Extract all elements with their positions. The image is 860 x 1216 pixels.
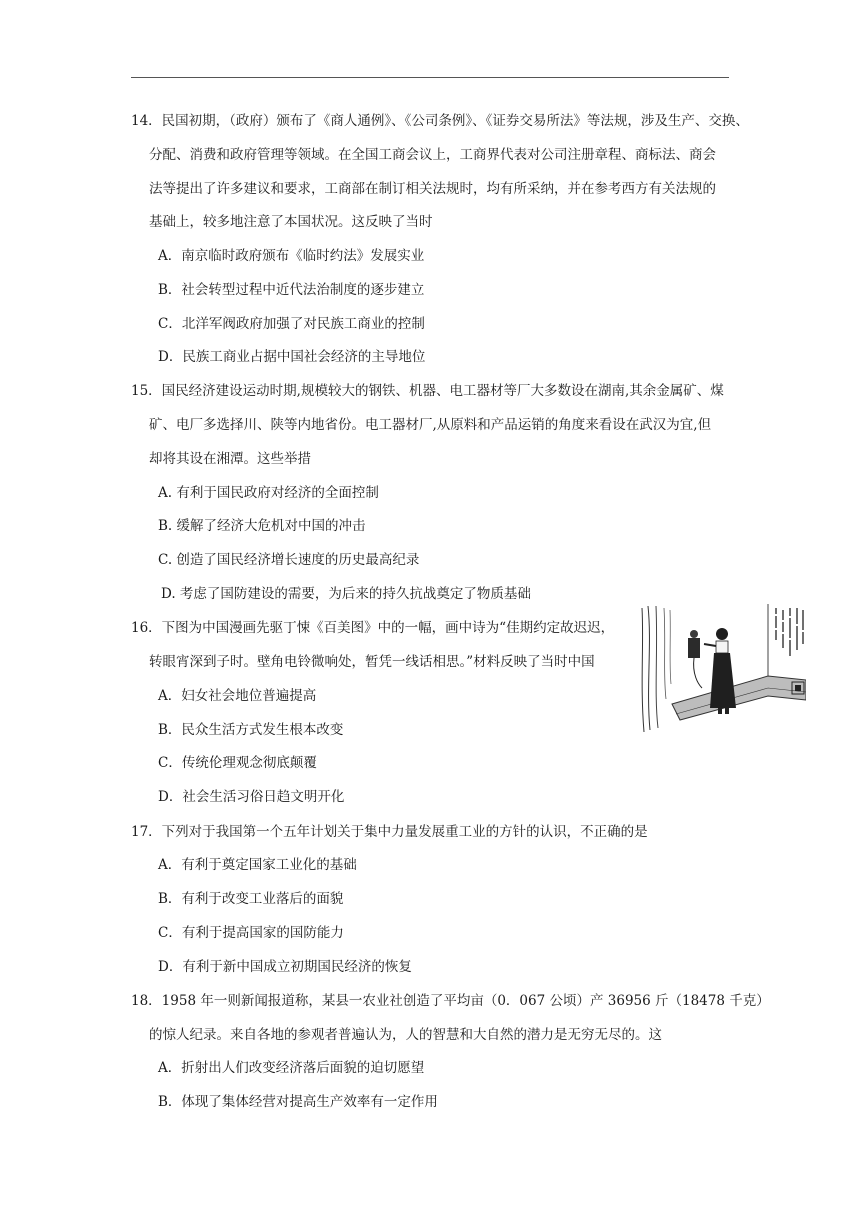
question-14-text: 法等提出了许多建议和要求，工商部在制订相关法规时，均有所采纳，并在参考西方有关法规的 [149,181,716,197]
cartoon-illustration [636,604,806,734]
question-17-option-c: C．有利于提高国家的国防能力 [158,925,344,941]
question-15-text: 矿、电厂多选择川、陕等内地省份。电工器材厂,从原料和产品运销的角度来看设在武汉为宜,但 [149,417,712,433]
question-17-option-b: B．有利于改变工业落后的面貌 [158,891,344,907]
question-16-text: 转眼宵深到子时。壁角电铃微响处，暂凭一线话相思。”材料反映了当时中国 [149,654,595,670]
question-18-text: 的惊人纪录。来自各地的参观者普遍认为，人的智慧和大自然的潜力是无穷无尽的。这 [149,1027,662,1043]
question-14-text: 分配、消费和政府管理等领域。在全国工商会议上，工商界代表对公司注册章程、商标法、商会 [149,147,716,163]
question-15-text: 却将其设在湘潭。这些举措 [149,451,311,467]
question-16-option-d: D．社会生活习俗日趋文明开化 [158,789,345,805]
question-14-option-d: D．民族工商业占据中国社会经济的主导地位 [158,349,426,365]
question-18-option-a: A．折射出人们改变经济落后面貌的迫切愿望 [158,1060,425,1076]
question-16-text: 16．下图为中国漫画先驱丁悚《百美图》中的一幅，画中诗为“佳期约定故迟迟， [131,620,615,636]
question-18-text: 18．1958 年一则新闻报道称，某县一农业社创造了平均亩（0．067 公顷）产 36956 斤（18478 千克） [131,993,770,1009]
question-14-text: 基础上，较多地注意了本国状况。这反映了当时 [149,214,433,230]
question-17-option-d: D．有利于新中国成立初期国民经济的恢复 [158,959,412,975]
question-17-text: 17．下列对于我国第一个五年计划关于集中力量发展重工业的方针的认识，不正确的是 [131,824,648,840]
question-15-option-d: D. 考虑了国防建设的需要，为后来的持久抗战奠定了物质基础 [161,586,531,602]
question-14-option-b: B．社会转型过程中近代法治制度的逐步建立 [158,282,425,298]
question-16-option-c: C．传统伦理观念彻底颠覆 [158,755,317,771]
question-14-text: 14．民国初期，（政府）颁布了《商人通例》、《公司条例》、《证券交易所法》等法规，涉及生产、交换、 [131,113,749,129]
question-16-option-b: B．民众生活方式发生根本改变 [158,722,344,738]
question-15-text: 15．国民经济建设运动时期,规模较大的钢铁、机器、电工器材等厂大多数设在湖南,其余金属矿、煤 [131,383,724,399]
question-18-option-b: B．体现了集体经营对提高生产效率有一定作用 [158,1094,438,1110]
question-16-option-a: A．妇女社会地位普遍提高 [158,688,317,704]
question-15-option-c: C. 创造了国民经济增长速度的历史最高纪录 [158,552,420,568]
question-15-option-a: A. 有利于国民政府对经济的全面控制 [158,485,379,501]
question-17-option-a: A．有利于奠定国家工业化的基础 [158,857,357,873]
question-14-option-a: A．南京临时政府颁布《临时约法》发展实业 [158,248,425,264]
question-14-option-c: C．北洋军阀政府加强了对民族工商业的控制 [158,316,425,332]
question-15-option-b: B. 缓解了经济大危机对中国的冲击 [158,518,366,534]
header-rule [131,77,729,78]
